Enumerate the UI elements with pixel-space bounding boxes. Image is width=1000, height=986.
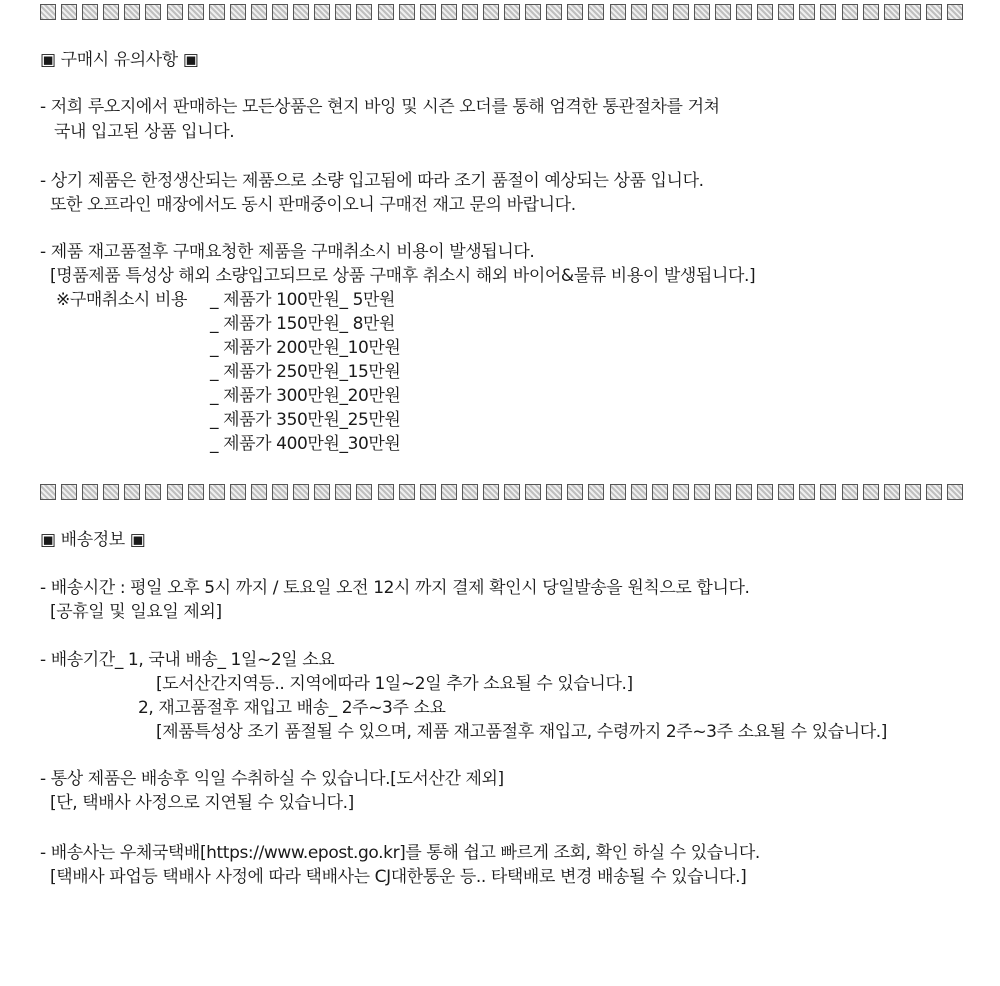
divider-square <box>715 4 731 20</box>
divider-square <box>188 484 204 500</box>
shipping-s3-line1: - 통상 제품은 배송후 익일 수취하실 수 있습니다.[도서산간 제외] <box>40 769 504 789</box>
shipping-s2-line1: - 배송기간_ 1, 국내 배송_ 1일~2일 소요 <box>40 650 335 670</box>
divider-square <box>167 484 183 500</box>
divider-square <box>884 484 900 500</box>
divider-square <box>230 4 246 20</box>
middle-divider <box>40 484 964 500</box>
divider-square <box>673 484 689 500</box>
divider-square <box>61 4 77 20</box>
divider-square <box>293 4 309 20</box>
shipping-s4-line1: - 배송사는 우체국택배[https://www.epost.go.kr]를 통해 쉽고 빠르게 조회, 확인 하실 수 있습니다. <box>40 843 760 863</box>
divider-square <box>504 4 520 20</box>
divider-square <box>314 484 330 500</box>
divider-square <box>251 484 267 500</box>
divider-square <box>504 484 520 500</box>
divider-square <box>588 4 604 20</box>
divider-square <box>947 484 963 500</box>
shipping-s2-line4: [제품특성상 조기 품절될 수 있으며, 제품 재고품절후 재입고, 수령까지 2주~3주 소요될 수 있습니다.] <box>156 722 888 742</box>
divider-square <box>314 4 330 20</box>
divider-square <box>293 484 309 500</box>
divider-square <box>567 4 583 20</box>
notice-p3-line1: - 제품 재고품절후 구매요청한 제품을 구매취소시 비용이 발생됩니다. <box>40 242 535 262</box>
shipping-s1-line1: - 배송시간 : 평일 오후 5시 까지 / 토요일 오전 12시 까지 결제 확인시 당일발송을 원칙으로 합니다. <box>40 578 750 598</box>
divider-square <box>209 484 225 500</box>
divider-square <box>399 484 415 500</box>
fee-row: _ 제품가 350만원_25만원 <box>210 410 401 430</box>
divider-square <box>82 484 98 500</box>
divider-square <box>356 4 372 20</box>
divider-square <box>40 484 56 500</box>
divider-square <box>715 484 731 500</box>
divider-square <box>103 484 119 500</box>
divider-square <box>799 484 815 500</box>
divider-square <box>905 4 921 20</box>
divider-square <box>842 484 858 500</box>
divider-square <box>926 484 942 500</box>
divider-square <box>778 4 794 20</box>
fee-row: _ 제품가 150만원_ 8만원 <box>210 314 396 334</box>
top-divider <box>40 4 964 20</box>
divider-square <box>567 484 583 500</box>
divider-square <box>525 4 541 20</box>
shipping-s2-line3: 2, 재고품절후 재입고 배송_ 2주~3주 소요 <box>138 698 446 718</box>
divider-square <box>610 484 626 500</box>
divider-square <box>483 484 499 500</box>
divider-square <box>356 484 372 500</box>
divider-square <box>820 484 836 500</box>
divider-square <box>251 4 267 20</box>
divider-square <box>757 4 773 20</box>
shipping-s2-line2: [도서산간지역등.. 지역에따라 1일~2일 추가 소요될 수 있습니다.] <box>156 674 633 694</box>
divider-square <box>736 4 752 20</box>
divider-square <box>926 4 942 20</box>
divider-square <box>335 4 351 20</box>
divider-square <box>82 4 98 20</box>
divider-square <box>694 4 710 20</box>
divider-square <box>441 484 457 500</box>
shipping-s4-line2: [택배사 파업등 택배사 사정에 따라 택배사는 CJ대한통운 등.. 타택배로 변경 배송될 수 있습니다.] <box>50 867 747 887</box>
divider-square <box>863 4 879 20</box>
divider-square <box>820 4 836 20</box>
divider-square <box>124 4 140 20</box>
divider-square <box>145 4 161 20</box>
divider-square <box>863 484 879 500</box>
divider-square <box>483 4 499 20</box>
divider-square <box>905 484 921 500</box>
divider-square <box>947 4 963 20</box>
divider-square <box>420 4 436 20</box>
notice-p1-line1: - 저희 루오지에서 판매하는 모든상품은 현지 바잉 및 시즌 오더를 통해 엄격한 통관절차를 거쳐 <box>40 97 720 117</box>
divider-square <box>652 4 668 20</box>
notice-p2-line2: 또한 오프라인 매장에서도 동시 판매중이오니 구매전 재고 문의 바랍니다. <box>50 195 576 215</box>
divider-square <box>673 4 689 20</box>
divider-square <box>694 484 710 500</box>
divider-square <box>799 4 815 20</box>
divider-square <box>610 4 626 20</box>
divider-square <box>462 484 478 500</box>
divider-square <box>588 484 604 500</box>
divider-square <box>145 484 161 500</box>
fee-row: _ 제품가 250만원_15만원 <box>210 362 401 382</box>
fee-row: _ 제품가 100만원_ 5만원 <box>210 290 396 310</box>
divider-square <box>546 4 562 20</box>
divider-square <box>420 484 436 500</box>
divider-square <box>652 484 668 500</box>
divider-square <box>757 484 773 500</box>
divider-square <box>842 4 858 20</box>
divider-square <box>61 484 77 500</box>
divider-square <box>884 4 900 20</box>
shipping-s3-line2: [단, 택배사 사정으로 지연될 수 있습니다.] <box>50 793 354 813</box>
notice-p3-line2: [명품제품 특성상 해외 소량입고되므로 상품 구매후 취소시 해외 바이어&물류 비용이 발생됩니다.] <box>50 266 756 286</box>
divider-square <box>525 484 541 500</box>
shipping-title: ▣ 배송정보 ▣ <box>40 530 146 550</box>
divider-square <box>40 4 56 20</box>
divider-square <box>335 484 351 500</box>
divider-square <box>272 484 288 500</box>
divider-square <box>188 4 204 20</box>
divider-square <box>378 484 394 500</box>
fee-row: _ 제품가 300만원_20만원 <box>210 386 401 406</box>
divider-square <box>399 4 415 20</box>
notice-p2-line1: - 상기 제품은 한정생산되는 제품으로 소량 입고됨에 따라 조기 품절이 예상되는 상품 입니다. <box>40 171 704 191</box>
divider-square <box>272 4 288 20</box>
divider-square <box>124 484 140 500</box>
divider-square <box>631 484 647 500</box>
fee-label: ※구매취소시 비용 <box>56 290 188 310</box>
shipping-s1-line2: [공휴일 및 일요일 제외] <box>50 602 222 622</box>
divider-square <box>462 4 478 20</box>
divider-square <box>103 4 119 20</box>
divider-square <box>546 484 562 500</box>
divider-square <box>209 4 225 20</box>
divider-square <box>441 4 457 20</box>
fee-row: _ 제품가 400만원_30만원 <box>210 434 401 454</box>
notice-title: ▣ 구매시 유의사항 ▣ <box>40 50 199 70</box>
divider-square <box>736 484 752 500</box>
divider-square <box>378 4 394 20</box>
divider-square <box>778 484 794 500</box>
divider-square <box>167 4 183 20</box>
notice-p1-line2: 국내 입고된 상품 입니다. <box>54 122 235 142</box>
divider-square <box>230 484 246 500</box>
fee-row: _ 제품가 200만원_10만원 <box>210 338 401 358</box>
divider-square <box>631 4 647 20</box>
